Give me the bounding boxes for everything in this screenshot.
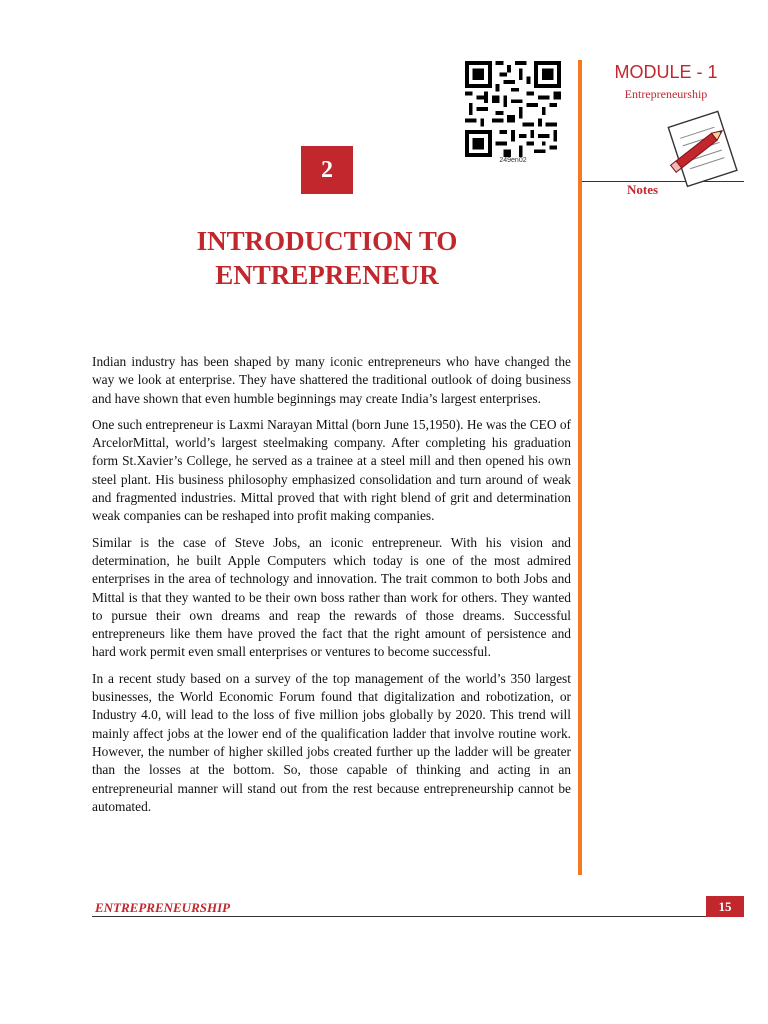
- notes-label: Notes: [627, 182, 659, 197]
- footer-divider: [92, 916, 744, 917]
- body-text: [92, 353, 571, 824]
- chapter-title: [92, 224, 562, 292]
- chapter-title-line-2: ENTREPRENEUR: [215, 260, 439, 290]
- qr-code-label: 249en02: [499, 157, 527, 164]
- paragraph: One such entrepreneur is Laxmi Narayan Mittal (born June 15,1950). He was the CEO of ArcelorMittal, world’s largest steelmaking company. After completing his graduation form St.Xavier’s College, he served as a trainee at a steel mill and then opened his own steel plant. His business philosophy emphasized consolidation and turn around of weak and fragmented industries. Mittal proved that with right blend of grit and determination weak companies can be reshaped into profit making companies.: [92, 416, 571, 524]
- module-label: MODULE - 1: [614, 62, 718, 82]
- qr-code-image: [465, 61, 561, 157]
- notepad-pencil-icon: [662, 104, 742, 190]
- page-number: 15: [706, 896, 744, 917]
- chapter-title-line-1: INTRODUCTION TO: [196, 226, 458, 256]
- module-subject: Entrepreneurship: [624, 87, 708, 101]
- chapter-number: 2: [301, 146, 353, 194]
- paragraph: Indian industry has been shaped by many iconic entrepreneurs who have changed the way we look at enterprise. They have shattered the traditional outlook of doing business and have shown that even humble beginnings may create India’s largest enterprises.: [92, 354, 571, 406]
- margin-rule: [578, 60, 582, 875]
- footer-label: ENTREPRENEURSHIP: [95, 900, 231, 915]
- paragraph: Similar is the case of Steve Jobs, an iconic entrepreneur. With his vision and determination, he built Apple Computers which today is one of the most admired enterprises in the area of technology and innovation. The trait common to both Jobs and Mittal is that they wanted to be their own boss rather than work for others. They wanted to pursue their own dreams and reap the rewards of those dreams. Successful entrepreneurs like them have proved the fact that the right amount of persistence and hard work permit even small enterprises or ventures to become successful.: [92, 534, 571, 660]
- paragraph: In a recent study based on a survey of the top management of the world’s 350 largest businesses, the World Economic Forum found that digitalization and robotization, or Industry 4.0, will lead to the loss of five million jobs globally by 2020. This trend will mainly affect jobs at the lower end of the qualification ladder that involve routine work. However, the number of higher skilled jobs created further up the ladder will be greater than the losses at the bottom. So, those capable of thinking and acting in an entrepreneurial manner will stand out from the rest because entrepreneurship cannot be automated.: [92, 670, 571, 814]
